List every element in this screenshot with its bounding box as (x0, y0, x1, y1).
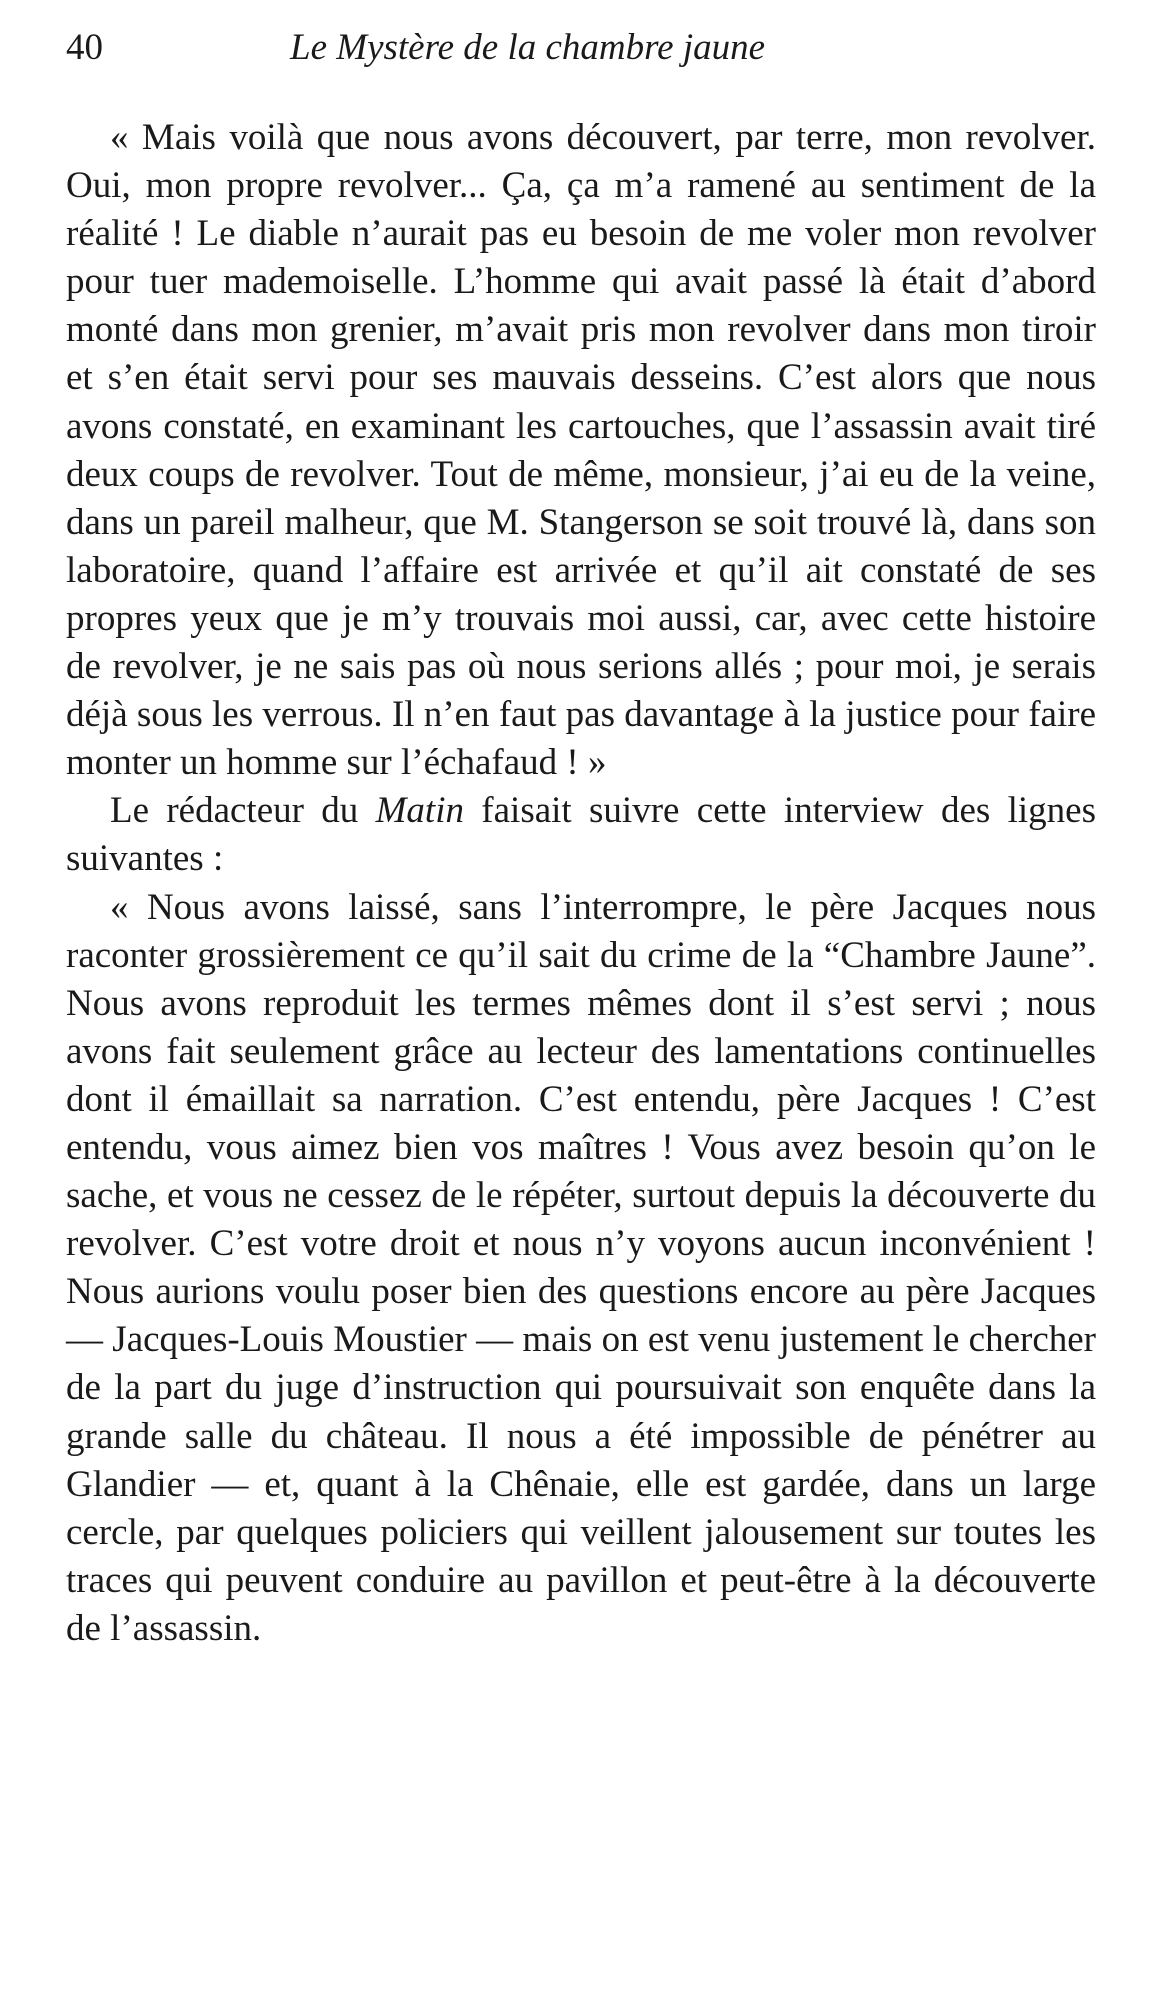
newspaper-name: Matin (375, 790, 464, 832)
book-title: Le Mystère de la chambre jaune (290, 27, 766, 68)
paragraph-journalist-commentary: « Nous avons laissé, sans l’interrompre, le père Jacques nous raconter grossièrement ce qu’il sait du crime de la “Chambre Jaune”. Nous avons reproduit les termes mêmes dont il s’est servi ; nous avons fait seulement grâce au lecteur des lamentations continuelles dont il émaillait sa narration. C’est entendu, père Jacques ! C’est entendu, vous aimez bien vos maîtres ! Vous avez besoin qu’on le sache, et vous ne cessez de le répéter, surtout depuis la découverte du revolver. C’est votre droit et nous n’y voyons aucun inconvénient ! Nous aurions voulu poser bien des questions encore au père Jacques — Jacques-Louis Moustier — mais on est venu justement le chercher de la part du juge d’instruction qui poursuivait son enquête dans la grande salle du château. Il nous a été impossible de pénétrer au Glandier — et, quant à la Chênaie, elle est gardée, dans un large cercle, par quelques policiers qui veillent jalousement sur toutes les traces qui peuvent conduire au pavillon et peut-être à la découverte de l’assassin. (66, 886, 1096, 1649)
paragraph-redacteur-intro (66, 787, 1096, 883)
paragraph-text: Le rédacteur du (110, 790, 376, 832)
body-text (66, 114, 1096, 1653)
running-head (66, 18, 1106, 78)
page-number: 40 (66, 27, 103, 68)
paragraph-text: faisait suivre cette interview des lignes suivantes : (66, 790, 1096, 880)
paragraph-jacques-testimony: « Mais voilà que nous avons découvert, par terre, mon revolver. Oui, mon propre revolver... Ça, ça m’a ramené au sentiment de la réalité ! Le diable n’aurait pas eu besoin de me voler mon revolver pour tuer mademoiselle. L’homme qui avait passé là était d’abord monté dans mon grenier, m’avait pris mon revolver dans mon tiroir et s’en était servi pour ses mauvais desseins. C’est alors que nous avons constaté, en examinant les cartouches, que l’assassin avait tiré deux coups de revolver. Tout de même, monsieur, j’ai eu de la veine, dans un pareil malheur, que M. Stangerson se soit trouvé là, dans son laboratoire, quand l’affaire est arrivée et qu’il ait constaté de ses propres yeux que je m’y trouvais moi aussi, car, avec cette histoire de revolver, je ne sais pas où nous serions allés ; pour moi, je serais déjà sous les verrous. Il n’en faut pas davantage à la justice pour faire monter un homme sur l’échafaud ! » (66, 117, 1096, 784)
